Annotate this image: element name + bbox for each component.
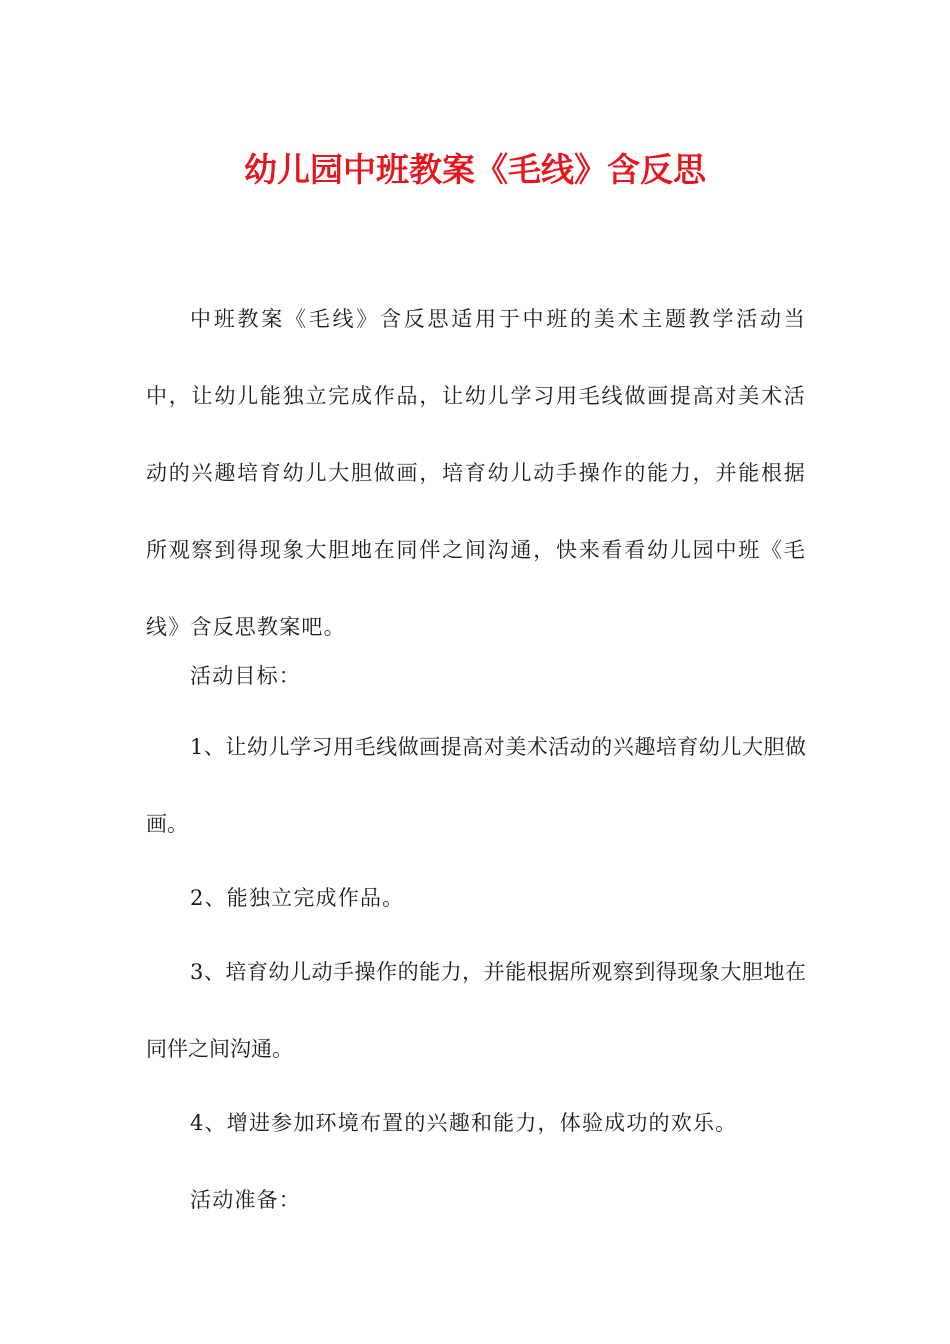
prep-heading: 活动准备： <box>190 1188 301 1212</box>
goal-item-1: 1、让幼儿学习用毛线做画提高对美术活动的兴趣培育幼儿大胆做画。 <box>146 735 806 836</box>
goal-item-3: 3、培育幼儿动手操作的能力，并能根据所观察到得现象大胆地在同伴之间沟通。 <box>146 960 806 1061</box>
goal-item-4: 4、增进参加环境布置的兴趣和能力，体验成功的欢乐。 <box>190 1111 738 1135</box>
goal-item-2: 2、能独立完成作品。 <box>190 886 405 910</box>
document-title: 幼儿园中班教案《毛线》含反思 <box>244 150 706 189</box>
intro-paragraph: 中班教案《毛线》含反思适用于中班的美术主题教学活动当中，让幼儿能独立完成作品，让幼儿学习用毛线做画提高对美术活动的兴趣培育幼儿大胆做画，培育幼儿动手操作的能力，并能根据所观察到得现象大胆地在同伴之间沟通，快来看看幼儿园中班《毛线》含反思教案吧。 <box>146 307 806 639</box>
goals-heading: 活动目标： <box>190 664 301 688</box>
